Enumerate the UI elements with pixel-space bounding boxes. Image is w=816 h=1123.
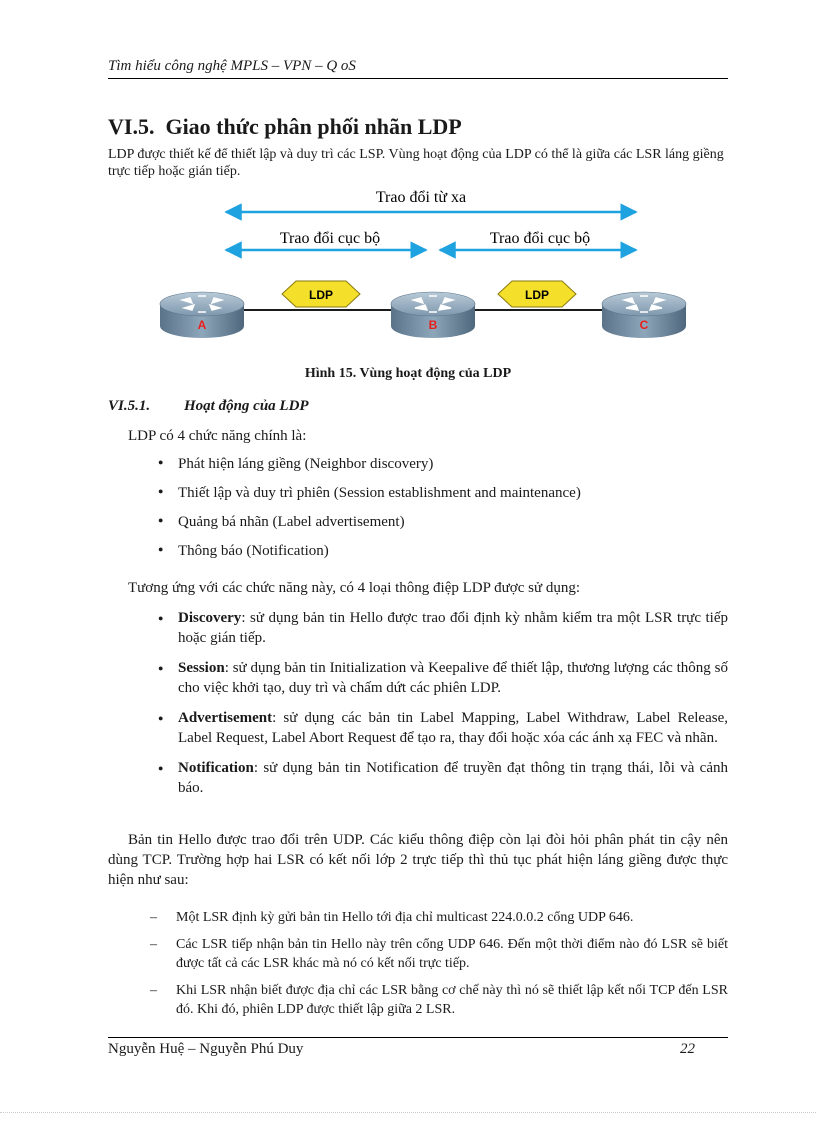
message-text: : sử dụng bản tin Initialization và Keepalive để thiết lập, thương lượng các thông số cho việc khởi tạo, duy trì và chấm dứt các phiên LDP. <box>178 660 728 696</box>
remote-exchange-label: Trao đổi từ xa <box>375 189 467 206</box>
intro-paragraph: LDP được thiết kế để thiết lập và duy trì các LSP. Vùng hoạt động của LDP có thể là giữa các LSR láng giềng trực tiếp hoặc gián tiếp. <box>108 147 724 179</box>
router-c-label: C <box>639 318 649 332</box>
message-term: Advertisement <box>178 710 273 726</box>
header-divider <box>108 78 728 79</box>
subsection-title: Hoạt động của LDP <box>184 398 309 414</box>
message-term: Session <box>178 660 225 676</box>
list-item <box>158 658 728 698</box>
functions-intro: LDP có 4 chức năng chính là: <box>128 428 307 444</box>
running-header: Tìm hiểu công nghệ MPLS – VPN – Q oS <box>108 58 356 74</box>
hello-paragraph: Bản tin Hello được trao đổi trên UDP. Các kiểu thông điệp còn lại đòi hỏi phân phát tin cậy nên dùng TCP. Trường hợp hai LSR có kết nối lớp 2 trực tiếp thì thủ tục phát hiện láng giềng được thực hiện như sau: <box>108 832 728 888</box>
list-item: ● Quảng bá nhãn (Label advertisement) <box>158 514 581 543</box>
local-exchange-label-left: Trao đổi cục bộ <box>279 230 381 247</box>
list-item <box>158 708 728 748</box>
router-c <box>602 292 686 338</box>
ldp-badge-right <box>498 281 576 307</box>
list-item: – Khi LSR nhận biết được địa chỉ các LSR bằng cơ chế này thì nó sẽ thiết lập kết nối TCP đến LSR đó. Khi đó, phiên LDP được thiết lập giữa 2 LSR. <box>150 981 728 1019</box>
section-number: VI.5. <box>108 114 155 139</box>
page-number: 22 <box>680 1041 695 1057</box>
message-text: : sử dụng bản tin Hello được trao đổi định kỳ nhằm kiểm tra một LSR trực tiếp hoặc gián tiếp. <box>178 610 728 646</box>
messages-intro: Tương ứng với các chức năng này, có 4 loại thông điệp LDP được sử dụng: <box>128 580 580 596</box>
message-term: Notification <box>178 760 254 776</box>
list-item <box>158 758 728 798</box>
router-a-label: A <box>197 318 207 332</box>
list-item: ● Phát hiện láng giềng (Neighbor discovery) <box>158 456 581 485</box>
ldp-badge-left <box>282 281 360 307</box>
ldp-scope-diagram <box>150 182 710 352</box>
list-item: – Một LSR định kỳ gửi bản tin Hello tới địa chỉ multicast 224.0.0.2 cổng UDP 646. <box>150 908 728 927</box>
message-text: : sử dụng bản tin Notification để truyền đạt thông tin trạng thái, lỗi và cảnh báo. <box>178 760 728 796</box>
subsection-number: VI.5.1. <box>108 398 151 414</box>
message-term: Discovery <box>178 610 242 626</box>
local-exchange-label-right: Trao đổi cục bộ <box>489 230 591 247</box>
router-b-label: B <box>428 318 438 332</box>
ldp-badge-right-label: LDP <box>525 288 549 302</box>
footer-authors: Nguyễn Huệ – Nguyễn Phú Duy <box>108 1041 304 1057</box>
section-title: Giao thức phân phối nhãn LDP <box>165 114 462 139</box>
list-item: ● Thông báo (Notification) <box>158 543 581 572</box>
footer-divider <box>108 1037 728 1038</box>
list-item: ● Thiết lập và duy trì phiên (Session establishment and maintenance) <box>158 485 581 514</box>
message-text: : sử dụng các bản tin Label Mapping, Label Withdraw, Label Release, Label Request, Label Abort Request để tạo ra, thay đổi hoặc xóa các ánh xạ FEC và nhãn. <box>178 710 728 746</box>
messages-list <box>158 608 728 808</box>
functions-list <box>158 456 581 572</box>
page-edge <box>0 1112 816 1113</box>
section-heading <box>108 114 462 140</box>
router-b <box>391 292 475 338</box>
ldp-badge-left-label: LDP <box>309 288 333 302</box>
discovery-steps <box>150 908 728 1027</box>
list-item: – Các LSR tiếp nhận bản tin Hello này trên cổng UDP 646. Đến một thời điểm nào đó LSR sẽ biết được tất cả các LSR khác mà nó có kết nối trực tiếp. <box>150 935 728 973</box>
router-a <box>160 292 244 338</box>
figure-caption: Hình 15. Vùng hoạt động của LDP <box>304 366 512 381</box>
list-item <box>158 608 728 648</box>
subsection-heading <box>108 398 309 415</box>
